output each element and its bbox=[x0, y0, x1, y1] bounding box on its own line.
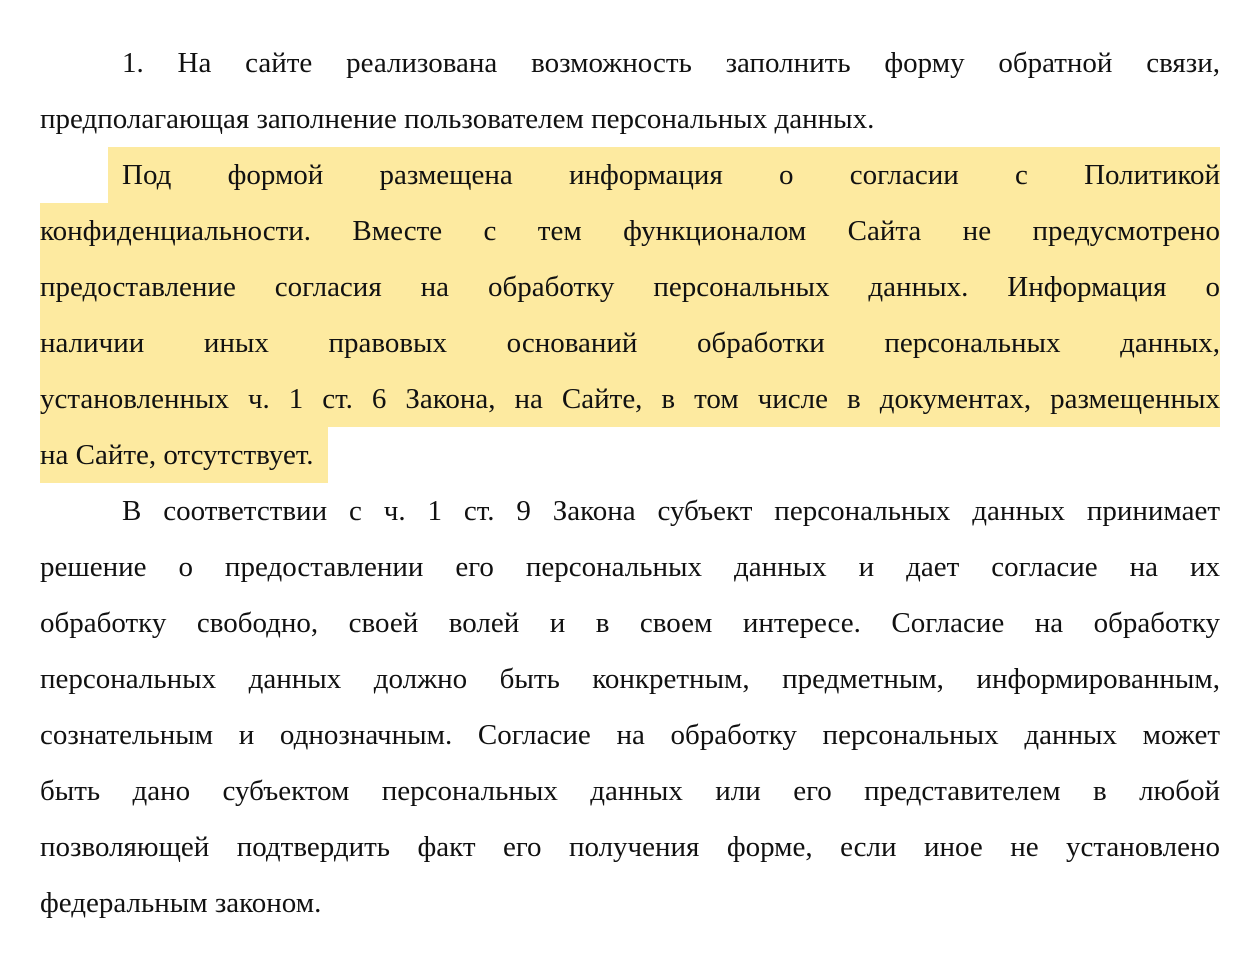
highlighted-line bbox=[40, 427, 1220, 483]
text-line: В соответствии с ч. 1 ст. 9 Закона субъект персональных данных принимает bbox=[122, 495, 1220, 527]
text-line: позволяющей подтвердить факт его получения форме, если иное не установлено bbox=[40, 831, 1220, 863]
highlighted-line: установленных ч. 1 ст. 6 Закона, на Сайте, в том числе в документах, размещенных bbox=[40, 371, 1220, 427]
text-line: федеральным законом. bbox=[40, 887, 322, 919]
highlighted-text: на Сайте, отсутствует. bbox=[40, 427, 328, 483]
text-line: предполагающая заполнение пользователем персональных данных. bbox=[40, 103, 875, 135]
highlighted-line: наличии иных правовых оснований обработки персональных данных, bbox=[40, 315, 1220, 371]
document-page bbox=[40, 35, 1220, 931]
paragraph-highlighted-consent bbox=[40, 147, 1220, 483]
paragraph-consent-law bbox=[40, 483, 1220, 931]
highlighted-line: предоставление согласия на обработку персональных данных. Информация о bbox=[40, 259, 1220, 315]
highlighted-line bbox=[40, 147, 1220, 203]
text-line: 1. На сайте реализована возможность заполнить форму обратной связи, bbox=[122, 47, 1220, 79]
text-line: обработку свободно, своей волей и в своем интересе. Согласие на обработку bbox=[40, 607, 1220, 639]
text-line: быть дано субъектом персональных данных или его представителем в любой bbox=[40, 775, 1220, 807]
text-line: сознательным и однозначным. Согласие на обработку персональных данных может bbox=[40, 719, 1220, 751]
paragraph-feedback-form bbox=[40, 35, 1220, 147]
highlighted-text: Под формой размещена информация о согласии с Политикой bbox=[108, 147, 1220, 203]
text-line: персональных данных должно быть конкретным, предметным, информированным, bbox=[40, 663, 1220, 695]
text-line: решение о предоставлении его персональных данных и дает согласие на их bbox=[40, 551, 1220, 583]
highlighted-line: конфиденциальности. Вместе с тем функционалом Сайта не предусмотрено bbox=[40, 203, 1220, 259]
